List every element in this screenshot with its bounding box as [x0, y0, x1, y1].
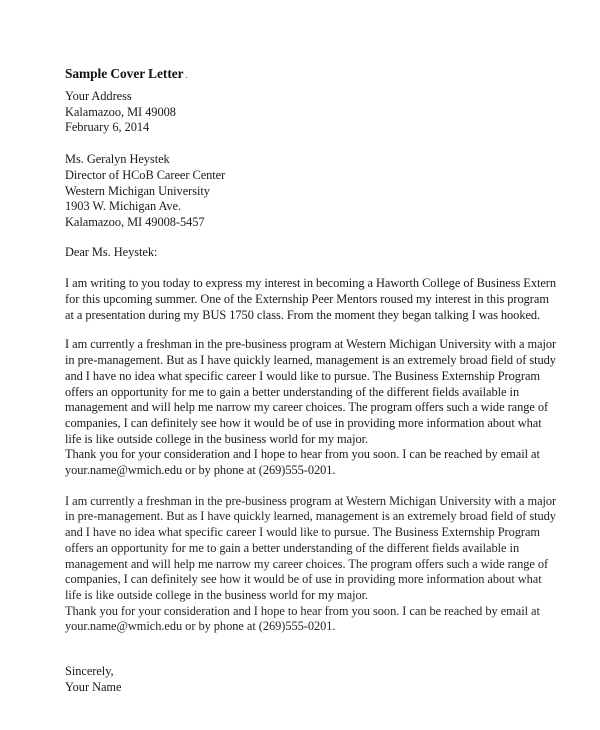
recipient-line: 1903 W. Michigan Ave. [65, 199, 182, 214]
paragraph-line: life is like outside college in the business world for my major. [65, 587, 369, 602]
salutation [65, 245, 585, 261]
paragraph-line: at a presentation during my BUS 1750 class. From the moment they began talking I was hooked. [65, 307, 541, 322]
letter-title-text: Sample Cover Letter [65, 66, 184, 81]
paragraph-line: your.name@wmich.edu or by phone at (269)555-0201. [65, 619, 336, 634]
paragraph-line: life is like outside college in the business world for my major. [65, 431, 369, 446]
recipient-address [65, 152, 585, 231]
letter-date: February 6, 2014 [65, 120, 150, 135]
paragraph-line: in pre-management. But as I have quickly learned, management is an extremely broad field of study [65, 353, 556, 368]
paragraph-line: companies, I can definitely see how it would be of use in providing more information about what [65, 572, 542, 587]
paragraph-line: management and will help me narrow my career choices. The program offers such a wide range of [65, 400, 549, 415]
sender-line: Your Address [65, 89, 132, 103]
letter-title [65, 66, 585, 83]
paragraph-line: Thank you for your consideration and I hope to hear from you soon. I can be reached by email at [65, 603, 540, 618]
paragraph-line: your.name@wmich.edu or by phone at (269)555-0201. [65, 463, 336, 478]
paragraph-body-repeat [65, 494, 585, 635]
paragraph-line: for this upcoming summer. One of the Externship Peer Mentors roused my interest in this program [65, 292, 549, 307]
paragraph-line: offers an opportunity for me to gain a better understanding of the different fields available in [65, 384, 520, 399]
salutation-text: Dear Ms. Heystek: [65, 244, 158, 259]
paragraph-line: I am writing to you today to express my interest in becoming a Haworth College of Business Extern [65, 276, 557, 291]
letter-title-mark: . [185, 70, 188, 80]
paragraph-line: management and will help me narrow my career choices. The program offers such a wide range of [65, 556, 549, 571]
paragraph-intro [65, 276, 585, 323]
closing-block [65, 664, 585, 695]
signature-name: Your Name [65, 679, 122, 694]
paragraph-line: I am currently a freshman in the pre-business program at Western Michigan University with a major [65, 337, 557, 352]
recipient-line: Ms. Geralyn Heystek [65, 152, 170, 167]
closing-text: Sincerely, [65, 664, 114, 679]
paragraph-line: I am currently a freshman in the pre-business program at Western Michigan University with a major [65, 493, 557, 508]
recipient-line: Western Michigan University [65, 183, 210, 198]
recipient-line: Kalamazoo, MI 49008-5457 [65, 214, 205, 229]
sender-address [65, 89, 585, 136]
paragraph-line: and I have no idea what specific career I would like to pursue. The Business Externship Program [65, 368, 541, 383]
paragraph-line: and I have no idea what specific career I would like to pursue. The Business Externship Program [65, 525, 541, 540]
paragraph-line: offers an opportunity for me to gain a better understanding of the different fields available in [65, 540, 520, 555]
recipient-line: Director of HCoB Career Center [65, 167, 226, 182]
paragraph-line: Thank you for your consideration and I hope to hear from you soon. I can be reached by email at [65, 447, 540, 462]
sender-line: Kalamazoo, MI 49008 [65, 104, 176, 119]
paragraph-line: in pre-management. But as I have quickly learned, management is an extremely broad field of study [65, 509, 556, 524]
paragraph-line: companies, I can definitely see how it would be of use in providing more information about what [65, 415, 542, 430]
paragraph-body [65, 337, 585, 478]
letter-body [65, 66, 585, 696]
